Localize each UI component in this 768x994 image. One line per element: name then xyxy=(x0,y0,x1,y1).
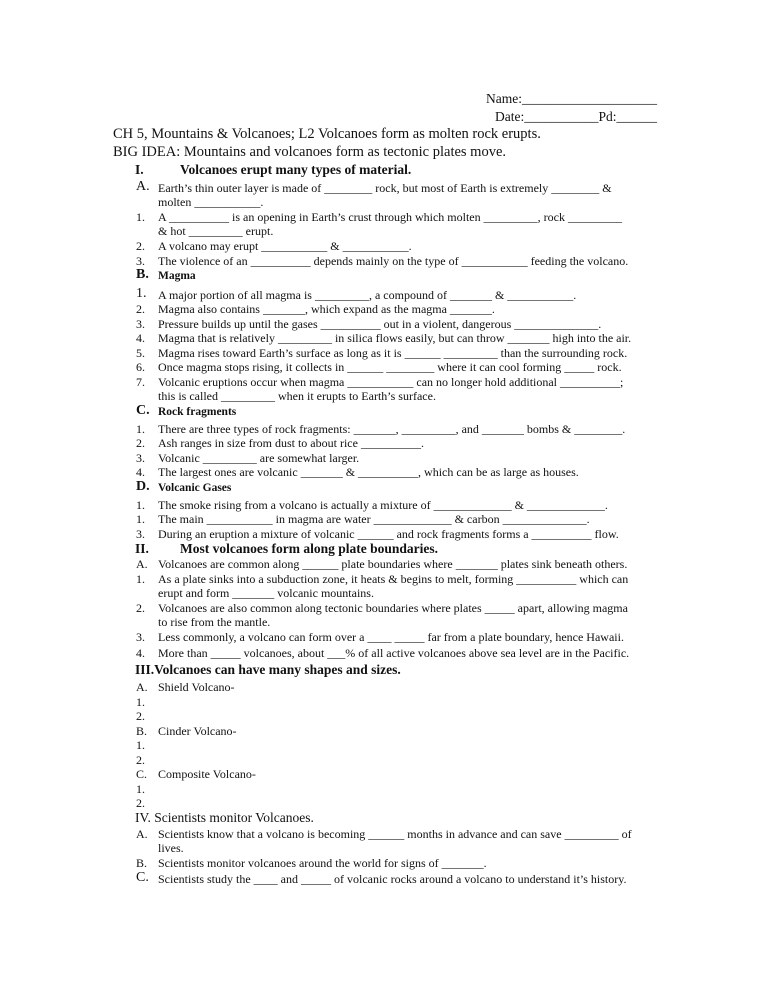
page-title: CH 5, Mountains & Volcanoes; L2 Volcanoes form as molten rock erupts. xyxy=(113,126,541,142)
outline-item: There are three types of rock fragments: _______, _________, and _______ bombs & ________. xyxy=(158,422,626,436)
item-marker: 1. xyxy=(136,738,145,752)
outline-item: The smoke rising from a volcano is actually a mixture of _____________ & _____________. xyxy=(158,498,608,512)
item-marker: 5. xyxy=(136,346,145,360)
section-iv-heading: IV. Scientists monitor Volcanoes. xyxy=(135,810,314,825)
subsection-heading: Magma xyxy=(158,270,196,282)
outline-item: Cinder Volcano- xyxy=(158,724,237,738)
item-marker: 6. xyxy=(136,360,145,374)
item-marker: A. xyxy=(136,827,148,841)
item-marker: 3. xyxy=(136,451,145,465)
item-marker: A. xyxy=(136,680,148,694)
outline-item: The largest ones are volcanic _______ & __________, which can be as large as houses. xyxy=(158,465,579,479)
item-marker: 2. xyxy=(136,753,145,767)
item-marker: 7. xyxy=(136,375,145,389)
big-idea: BIG IDEA: Mountains and volcanoes form as tectonic plates move. xyxy=(113,144,507,160)
section-i-marker: I. xyxy=(135,162,144,177)
item-marker: B. xyxy=(136,724,148,738)
section-i-heading: Volcanoes erupt many types of material. xyxy=(180,162,412,177)
outline-item: Scientists know that a volcano is becoming ______ months in advance and can save _________ of xyxy=(158,827,632,841)
subsection-heading: Rock fragments xyxy=(158,406,237,418)
outline-item: A major portion of all magma is _________, a compound of _______ & ___________. xyxy=(158,288,577,302)
outline-item-cont: lives. xyxy=(158,841,184,855)
item-marker: 4. xyxy=(136,465,145,479)
outline-item: The violence of an __________ depends mainly on the type of ___________ feeding the volcano. xyxy=(158,254,629,268)
outline-item: Volcanic eruptions occur when magma ___________ can no longer hold additional __________; xyxy=(158,375,624,389)
item-marker: 3. xyxy=(136,630,145,644)
outline-item: Ash ranges in size from dust to about rice __________. xyxy=(158,436,424,450)
outline-item: Composite Volcano- xyxy=(158,767,256,781)
item-marker: A. xyxy=(136,557,148,571)
outline-item: A volcano may erupt ___________ & ___________. xyxy=(158,239,412,253)
outline-item: Scientists study the ____ and _____ of volcanic rocks around a volcano to understand it’s history. xyxy=(158,872,627,886)
item-marker: 1. xyxy=(136,512,145,526)
item-marker: 2. xyxy=(136,796,145,810)
outline-item: Volcanoes are also common along tectonic boundaries where plates _____ apart, allowing magma xyxy=(158,601,628,615)
item-marker: 2. xyxy=(136,302,145,316)
outline-item: Magma rises toward Earth’s surface as long as it is ______ _________ than the surrounding rock. xyxy=(158,346,628,360)
outline-item: Earth’s thin outer layer is made of ________ rock, but most of Earth is extremely ________ & xyxy=(158,181,612,195)
subsection-heading: Volcanic Gases xyxy=(158,482,232,494)
item-marker: D. xyxy=(136,479,150,494)
outline-item: Less commonly, a volcano can form over a ____ _____ far from a plate boundary, hence Hawaii. xyxy=(158,630,624,644)
outline-item: Volcanic _________ are somewhat larger. xyxy=(158,451,360,465)
item-marker: 1. xyxy=(136,210,145,224)
outline-item: Magma also contains _______, which expand as the magma _______. xyxy=(158,302,495,316)
outline-item: Magma that is relatively _________ in silica flows easily, but can throw _______ high into the air. xyxy=(158,331,632,345)
date-period-field: Date:___________Pd:______ xyxy=(495,109,657,124)
item-marker: 3. xyxy=(136,527,145,541)
item-marker: 1. xyxy=(136,498,145,512)
outline-item: The main ___________ in magma are water _____________ & carbon ______________. xyxy=(158,512,590,526)
outline-item: More than _____ volcanoes, about ___% of all active volcanoes above sea level are in the Pacific. xyxy=(158,646,630,660)
item-marker: 2. xyxy=(136,601,145,615)
item-marker: 3. xyxy=(136,254,145,268)
outline-item: A __________ is an opening in Earth’s crust through which molten _________, rock _________ xyxy=(158,210,622,224)
section-ii-marker: II. xyxy=(135,541,149,556)
name-field: Name:____________________ xyxy=(486,91,657,106)
item-marker: 1. xyxy=(136,286,147,301)
outline-item: Pressure builds up until the gases __________ out in a violent, dangerous ______________. xyxy=(158,317,602,331)
outline-item: Scientists monitor volcanoes around the world for signs of _______. xyxy=(158,856,487,870)
outline-item: Volcanoes are common along ______ plate boundaries where _______ plates sink beneath others. xyxy=(158,557,628,571)
item-marker: C. xyxy=(136,767,148,781)
item-marker: C. xyxy=(136,403,150,418)
section-iii-heading: III.Volcanoes can have many shapes and sizes. xyxy=(135,662,401,677)
item-marker: B. xyxy=(136,856,148,870)
outline-item: As a plate sinks into a subduction zone, it heats & begins to melt, forming __________ which can xyxy=(158,572,629,586)
item-marker: B. xyxy=(136,267,149,282)
outline-item: Shield Volcano- xyxy=(158,680,235,694)
outline-item-cont: erupt and form _______ volcanic mountains. xyxy=(158,586,374,600)
item-marker: 2. xyxy=(136,239,145,253)
section-ii-heading: Most volcanoes form along plate boundaries. xyxy=(180,541,438,556)
item-marker: 2. xyxy=(136,436,145,450)
item-marker: 1. xyxy=(136,695,145,709)
item-marker: 1. xyxy=(136,422,145,436)
item-marker: 3. xyxy=(136,317,145,331)
item-marker: 1. xyxy=(136,572,145,586)
outline-item-cont: to rise from the mantle. xyxy=(158,615,271,629)
outline-item-cont: this is called _________ when it erupts to Earth’s surface. xyxy=(158,389,436,403)
outline-item: During an eruption a mixture of volcanic ______ and rock fragments forms a __________ flow. xyxy=(158,527,619,541)
outline-item-cont: molten ___________. xyxy=(158,195,264,209)
item-marker: 2. xyxy=(136,709,145,723)
item-marker: 4. xyxy=(136,646,145,660)
item-marker: A. xyxy=(136,179,150,194)
outline-item: Once magma stops rising, it collects in ______ ________ where it can cool forming _____ rock. xyxy=(158,360,622,374)
item-marker: C. xyxy=(136,870,149,885)
item-marker: 4. xyxy=(136,331,145,345)
outline-item-cont: & hot _________ erupt. xyxy=(158,224,274,238)
item-marker: 1. xyxy=(136,782,145,796)
